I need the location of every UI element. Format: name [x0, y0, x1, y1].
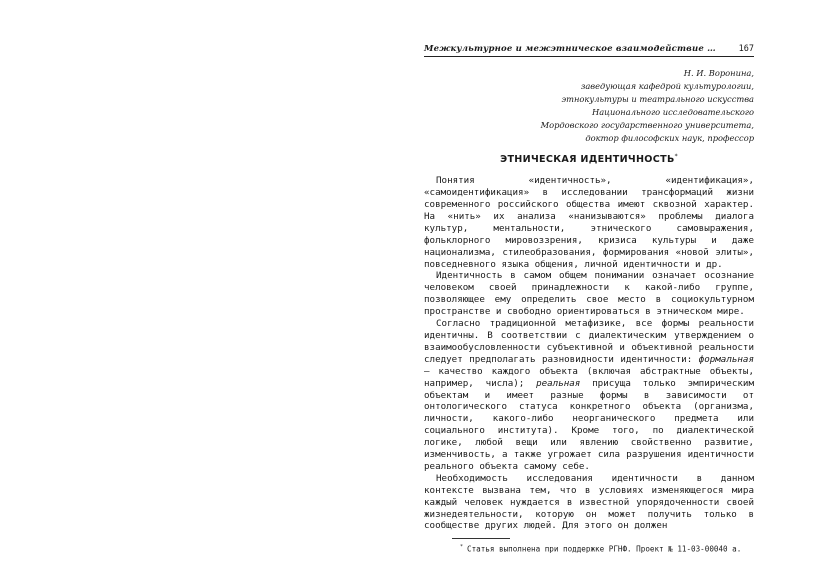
emphasis-formal: формальная — [698, 353, 754, 365]
article-title — [424, 153, 754, 165]
footnote-text: Статья выполнена при поддержке РГНФ. Проект № 11-03-00040 а. — [467, 544, 742, 554]
author-affiliation-line: Национального исследовательского — [591, 107, 754, 117]
paragraph-segment: Согласно традиционной метафизике, все формы реальности идентичны. В соответствии с диалектическим утверждением о взаимообусловленности субъективной и объективной реальности следует предполагать разновидности идентичности: — [424, 318, 754, 365]
author-affiliation-line: заведующая кафедрой культурологии, — [580, 81, 754, 91]
book-page — [424, 44, 754, 554]
article-body — [424, 175, 754, 532]
paragraph: Необходимость исследования идентичности в данном контексте вызвана тем, что в условиях изменяющегося мира каждый человек нуждается в известной упорядоченности своей жизнедеятельности, которую он может получить только в сообществе других людей. Для этого он должен — [424, 472, 754, 532]
paragraph-segment: — качество каждого объекта (включая абстрактные объекты, например, числа); — [424, 365, 754, 389]
footnote-divider — [452, 538, 510, 539]
author-affiliation-line: Мордовского государственного университета, — [540, 120, 754, 130]
author-affiliation-line: этнокультуры и театрального искусства — [561, 94, 754, 104]
paragraph: Понятия «идентичность», «идентификация», «самоидентификация» в исследовании трансформаций жизни современного российского общества имеют сквозной характер. На «нить» их анализа «нанизываются» проблемы диалога культур, ментальности, этнического самовыражения, фольклорного мировоззрения, кризиса культуры и даже национализма, стилеобразования, формирования «новой элиты», повседневного языка общения, личной идентичности и др. — [424, 175, 754, 270]
paragraph-segment: присуща только эмпирическим объектам и имеет разные формы в зависимости от онтологического статуса конкретного объекта (организма, личности, какого-либо неорганического предмета или социального института). Кроме того, по диалектической логике, любой вещи или явлению свойственно развитие, изменчивость, а также угрожает сила разрушения идентичности реального объекта самому себе. — [424, 377, 754, 472]
footnote — [424, 544, 754, 554]
emphasis-real: реальная — [536, 377, 581, 389]
paragraph — [424, 318, 754, 473]
author-name: Н. И. Воронина, — [683, 68, 754, 78]
paragraph: Идентичность в самом общем понимании означает осознание человеком своей принадлежности к какой-либо группе, позволяющее ему определить свое место в социокультурном пространстве и свободно ориентироваться в этническом мире. — [424, 270, 754, 318]
running-header — [424, 44, 754, 57]
author-block — [424, 67, 754, 145]
article-title-text: ЭТНИЧЕСКАЯ ИДЕНТИЧНОСТЬ — [500, 154, 675, 166]
running-title: Межкультурное и межэтническое взаимодействие … — [424, 44, 716, 54]
page-number: 167 — [738, 44, 754, 54]
title-footnote-mark: * — [674, 153, 678, 160]
author-affiliation-line: доктор философских наук, профессор — [585, 133, 754, 143]
footnote-mark: * — [460, 544, 464, 551]
